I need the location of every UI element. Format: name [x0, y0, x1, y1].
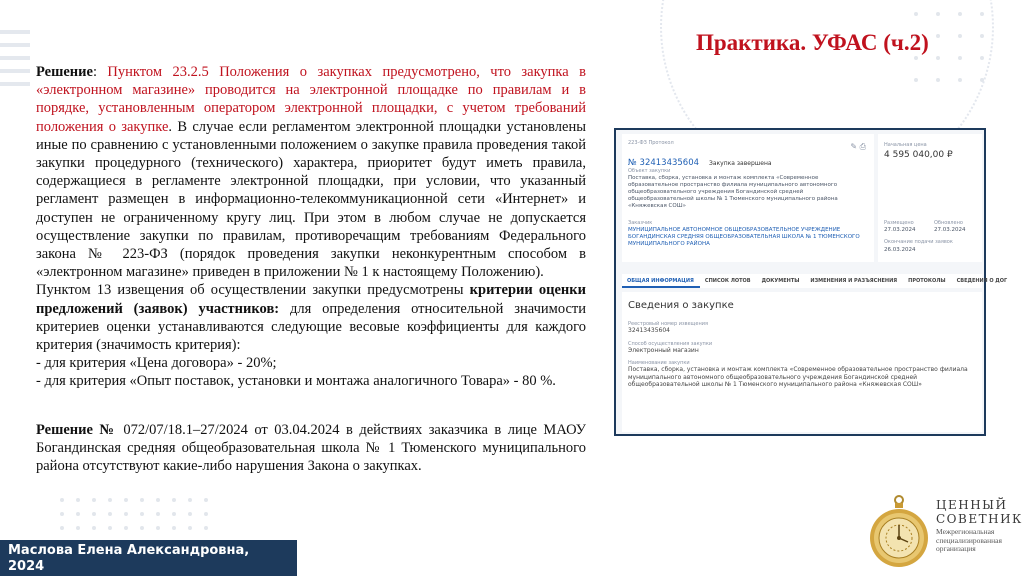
tab-general-info[interactable]: ОБЩАЯ ИНФОРМАЦИЯ — [622, 274, 700, 288]
highlighted-text: Пунктом 23.2.5 Положения о закупках предусмотрено, что закупка в «электронном магазине» проводится на электронной площадке по правилам и в порядке, установленным оператором электронной площадки, с учетом требований положения о закупке — [36, 64, 586, 135]
pocket-watch-icon — [868, 494, 930, 568]
section-title: Сведения о закупке — [628, 300, 734, 311]
main-text — [36, 63, 586, 475]
paragraph-decision-2: Решение № 072/07/18.1–27/2024 от 03.04.2024 в действиях заказчика в лице МАОУ Богандинская средняя общеобразовательная школа № 1 Тюменского муниципального района отсутствуют какие-либо нарушения Закона о закупках. — [36, 421, 586, 475]
decision-lead: Решение — [36, 64, 93, 80]
customer-link[interactable]: МУНИЦИПАЛЬНОЕ АВТОНОМНОЕ ОБЩЕОБРАЗОВАТЕЛЬНОЕ УЧРЕЖДЕНИЕ БОГАНДИНСКАЯ СРЕДНЯЯ ОБЩЕОБРАЗОВАТЕЛЬНАЯ ШКОЛА № 1 ТЮМЕНСКОГО МУНИЦИПАЛЬНОГО РАЙОНА — [628, 227, 860, 247]
criterion-experience: - для критерия «Опыт поставок, установки и монтажа аналогичного Товара» - 80 %. — [36, 373, 556, 390]
author-bar — [0, 540, 297, 576]
object-text: Поставка, сборка, установка и монтаж комплекта «Современное образовательное пространство филиала муниципального автономного общеобразовательного учреждения Богандинской средней общеобразовательной школы № 1 Тюменского муниципального района «Княжевская СОШ» — [628, 175, 838, 209]
tab-changes[interactable]: ИЗМЕНЕНИЯ И РАЗЪЯСНЕНИЯ — [810, 278, 898, 284]
procurement-side-card: Начальная цена 4 595 040,00 ₽ Размещено 27.03.2024 Обновлено 27.03.2024 Окончание подачи заявок 26.03.2024 — [878, 134, 982, 262]
procurement-method-value: Электронный магазин — [628, 346, 699, 354]
procurement-name-value: Поставка, сборка, установка и монтаж комплекта «Современное образовательное пространство филиала муниципального автономного общеобразовательного учреждения Богандинской средней общеобразовательной школы № 1 Тюменского муниципального района «Княжевская СОШ» — [628, 366, 968, 388]
status-badge: Закупка завершена — [709, 160, 772, 167]
logo-subtitle: Межрегиональная специализированная организация — [936, 527, 1002, 553]
decorative-dots-bottom — [60, 498, 208, 530]
decorative-lines — [0, 30, 30, 95]
edit-print-icons[interactable]: ✎ ⎙ — [850, 142, 866, 151]
tab-protocols[interactable]: ПРОТОКОЛЫ — [908, 278, 946, 284]
procurement-details: Сведения о закупке Реестровый номер извещения 32413435604 Способ осуществления закупки Электронный магазин Наименование закупки Поставка, сборка, установка и монтаж комплекта «Современное образовательное пространство филиала муниципального автономного общеобразовательного учреждения Богандинской средней общеобразовательной школы № 1 Тюменского муниципального района «Княжевская СОШ» — [622, 292, 982, 432]
paragraph-decision-1: Решение: Пунктом 23.2.5 Положения о закупках предусмотрено, что закупка в «электронном магазине» проводится на электронной площадке по правилам и в порядке, установленным оператором электронной площадки, с учетом требований положения о закупке. В случае если регламентом электронной площадки установлены иные по сравнению с установленными положением о закупке правила проведения такой закупки процедурного (технического) характера, приоритет будут иметь правила, содержащиеся в регламенте электронной площадки, при условии, что указанный регламент размещен в информационно-телекоммуникационной сети «Интернет» и доступен не ограниченному кругу лиц. При этом в любом случае не допускается осуществление закупки по правилам, противоречащим требованиям Федерального закона № 223-ФЗ (порядок проведения закупки неконкурентным способом в «электронном магазине» приведен в приложении № 1 к настоящему Положению). — [36, 64, 586, 281]
paragraph-criteria: Пунктом 13 извещения об осуществлении закупки предусмотрены критерии оценки предложений (заявок) участников: для определения относительной значимости критериев оценки устанавливаются следующие весовые коэффициенты для каждого критерия (значимость критерия): — [36, 282, 587, 354]
procurement-tabs — [622, 274, 1008, 288]
procurement-header-card: 223-ФЗ Протокол № 32413435604 Закупка завершена ✎ ⎙ Объект закупки Поставка, сборка, установка и монтаж комплекта «Современное образовательное пространство филиала муниципального автономного общеобразовательного учреждения Богандинской средней общеобразовательной школы № 1 Тюменского муниципального района «Княжевская СОШ» Заказчик МУНИЦИПАЛЬНОЕ АВТОНОМНОЕ ОБЩЕОБРАЗОВАТЕЛЬНОЕ УЧРЕЖДЕНИЕ БОГАНДИНСКАЯ СРЕДНЯЯ ОБЩЕОБРАЗОВАТЕЛЬНАЯ ШКОЛА № 1 ТЮМЕНСКОГО МУНИЦИПАЛЬНОГО РАЙОНА — [622, 134, 874, 262]
logo-name: ЦЕННЫЙ СОВЕТНИК — [936, 498, 1023, 526]
registry-number-value: 32413435604 — [628, 327, 670, 334]
registry-number[interactable]: № 32413435604 — [628, 158, 700, 168]
author-name: Маслова Елена Александровна, — [8, 543, 250, 558]
tab-documents[interactable]: ДОКУМЕНТЫ — [761, 278, 800, 284]
procurement-screenshot — [614, 128, 1008, 436]
criterion-price: - для критерия «Цена договора» - 20%; — [36, 355, 277, 372]
slide-title: Практика. УФАС (ч.2) — [696, 30, 929, 55]
tab-contracts[interactable]: СВЕДЕНИЯ О ДОГ — [956, 278, 1008, 284]
author-year: 2024 — [8, 559, 45, 574]
initial-price: 4 595 040,00 ₽ — [884, 150, 953, 160]
tab-lots[interactable]: СПИСОК ЛОТОВ — [704, 278, 751, 284]
